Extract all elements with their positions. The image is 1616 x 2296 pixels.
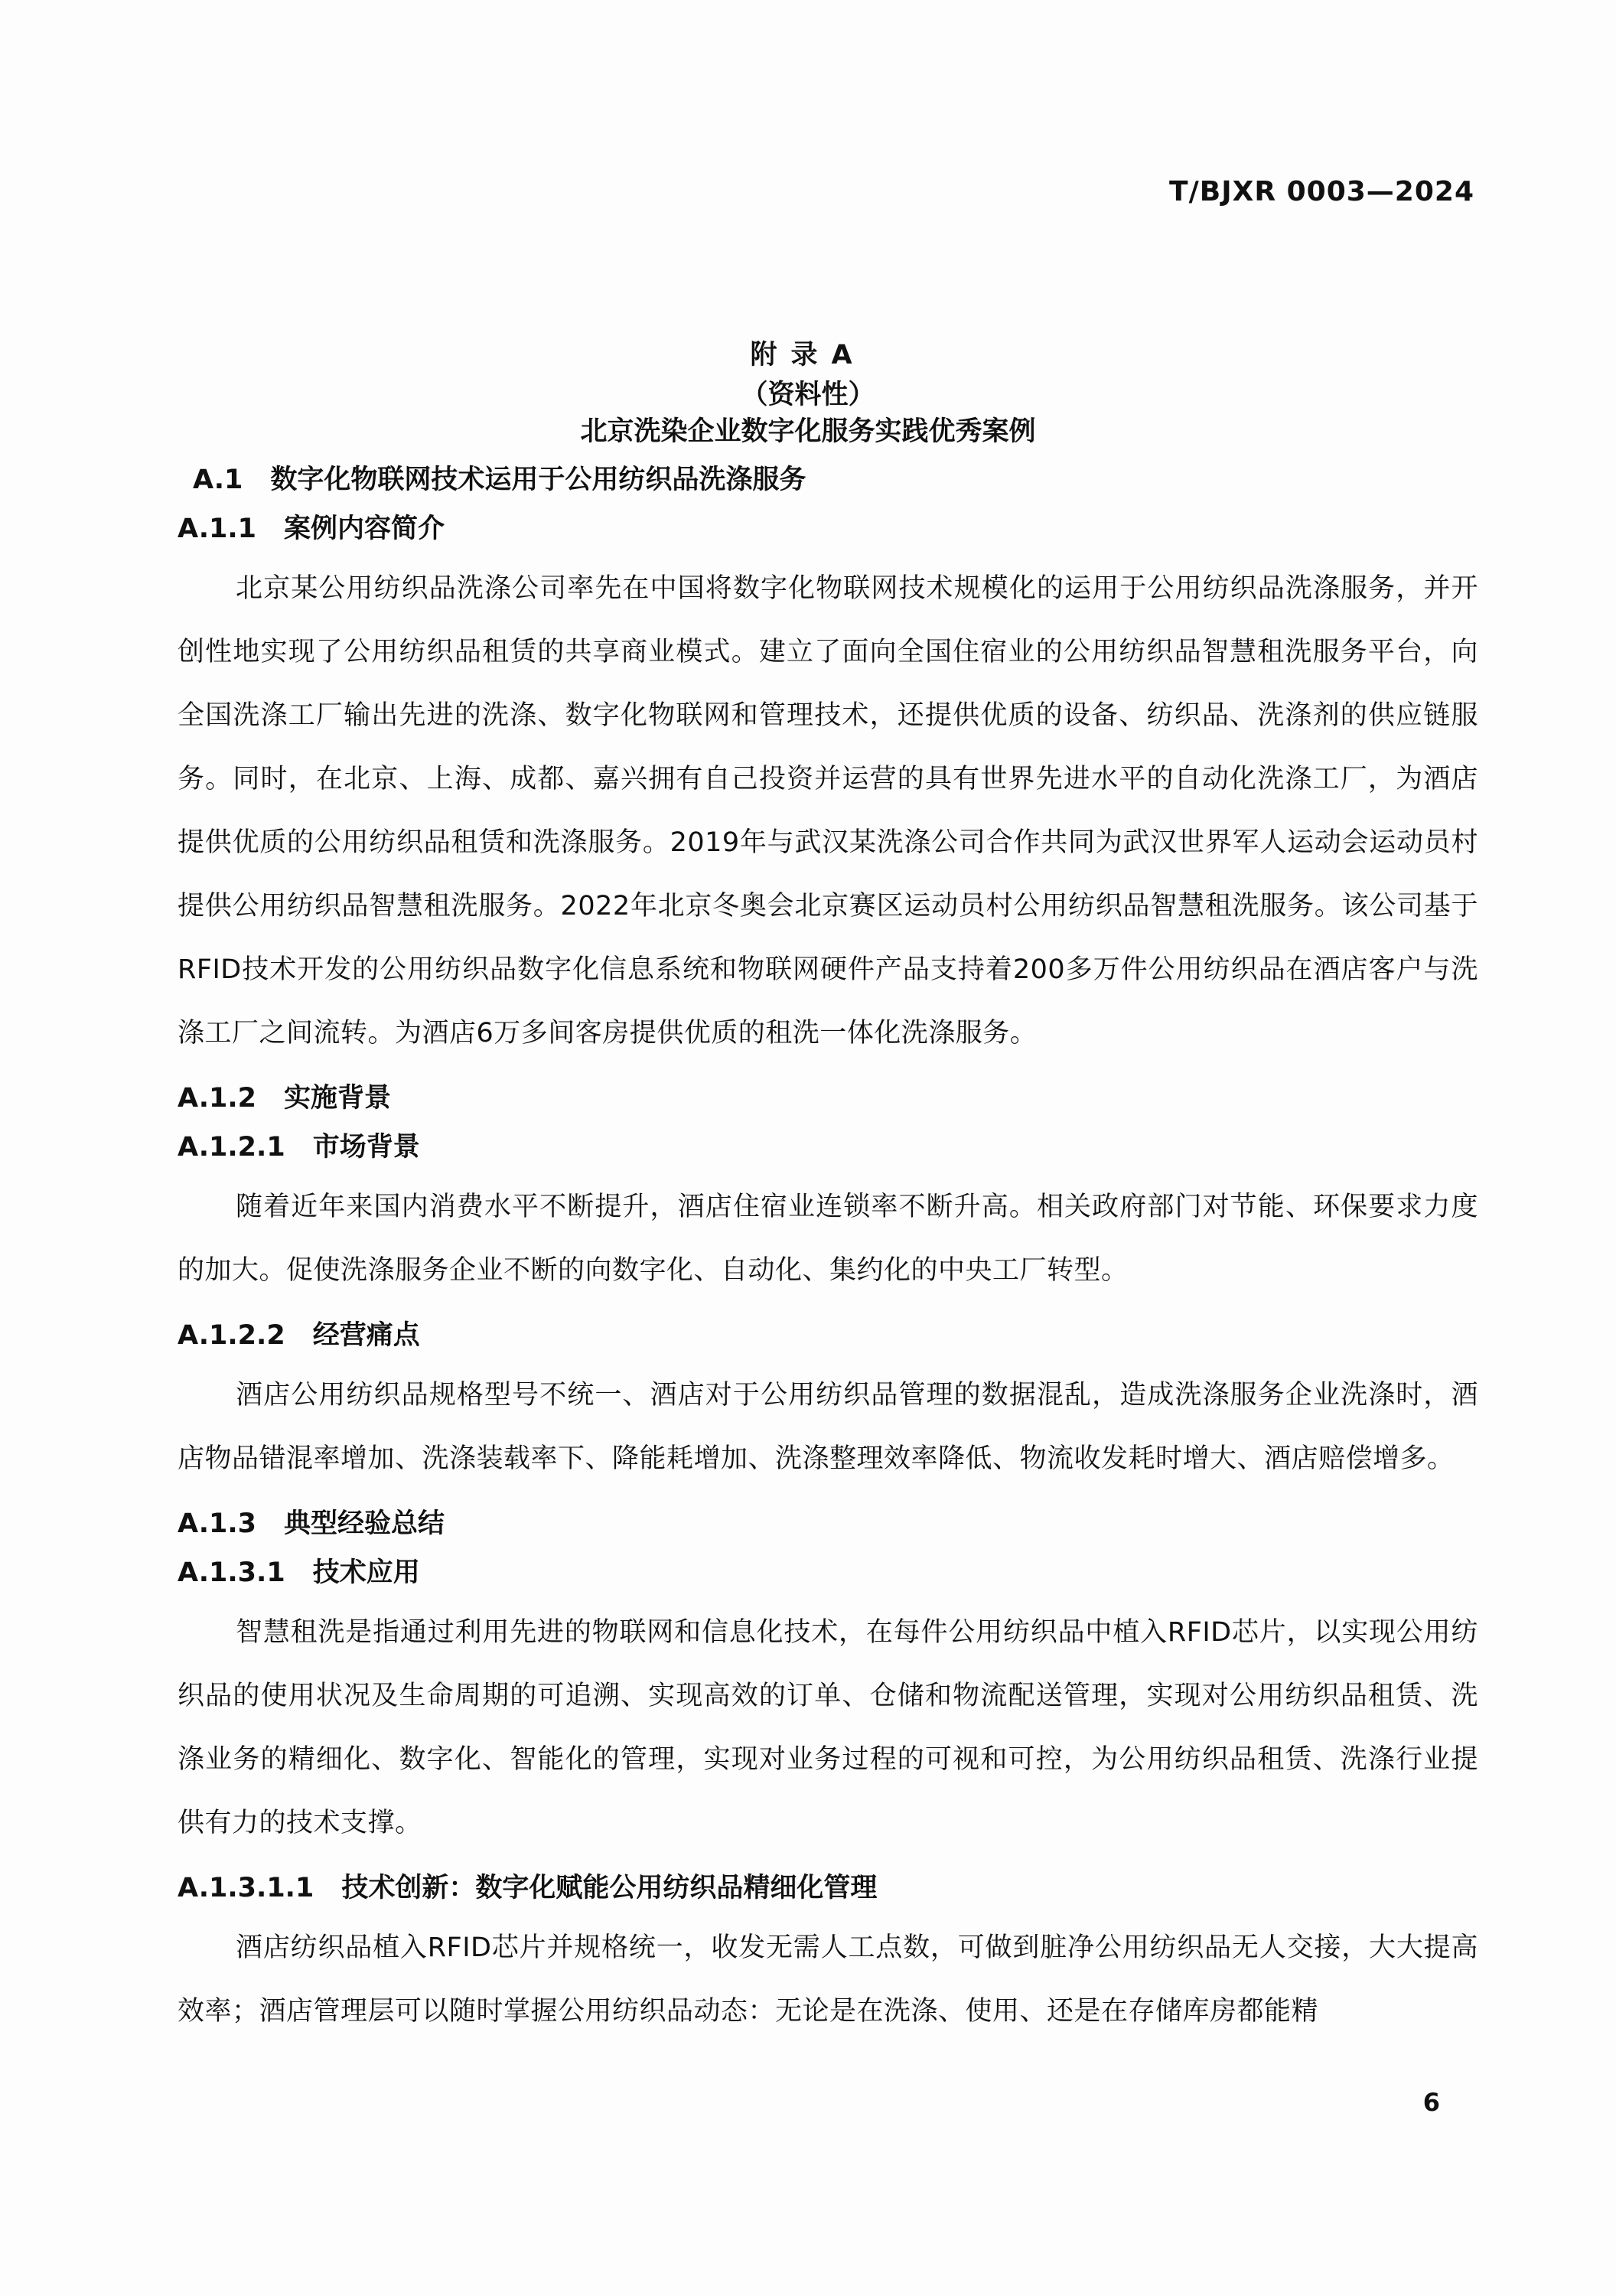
paragraph-technology-application: 智慧租洗是指通过利用先进的物联网和信息化技术，在每件公用纺织品中植入RFID芯片，以实现公用纺织品的使用状况及生命周期的可追溯、实现高效的订单、仓储和物流配送管理，实现对公用纺织品租赁、洗涤业务的精细化、数字化、智能化的管理，实现对业务过程的可视和可控，为公用纺织品租赁、洗涤行业提供有力的技术支撑。 <box>178 1617 1478 1838</box>
section-title: 典型经验总结 <box>284 1508 445 1539</box>
section-number: A.1.2.1 <box>178 1132 285 1163</box>
appendix-title: 北京洗染企业数字化服务实践优秀案例 <box>580 416 1036 447</box>
paragraph-market-background: 随着近年来国内消费水平不断提升，酒店住宿业连锁率不断升高。相关政府部门对节能、环保要求力度的加大。促使洗涤服务企业不断的向数字化、自动化、集约化的中央工厂转型。 <box>178 1192 1478 1286</box>
paragraph-pain-points: 酒店公用纺织品规格型号不统一、酒店对于公用纺织品管理的数据混乱，造成洗涤服务企业洗涤时，酒店物品错混率增加、洗涤装载率下、降能耗增加、洗涤整理效率降低、物流收发耗时增大、酒店赔偿增多。 <box>178 1380 1478 1474</box>
section-number: A.1.3.1.1 <box>178 1873 314 1903</box>
section-heading-a1-3-1-1 <box>178 1870 1478 1906</box>
document-code: T/BJXR 0003—2024 <box>1169 176 1474 207</box>
section-number: A.1.3 <box>178 1508 257 1539</box>
section-title: 实施背景 <box>284 1083 392 1114</box>
section-title: 经营痛点 <box>312 1320 420 1351</box>
section-number: A.1.3.1 <box>178 1557 285 1588</box>
section-heading-a1-3-1 <box>178 1555 1478 1590</box>
paragraph-technology-innovation: 酒店纺织品植入RFID芯片并规格统一，收发无需人工点数，可做到脏净公用纺织品无人交接，大大提高效率；酒店管理层可以随时掌握公用纺织品动态：无论是在洗涤、使用、还是在存储库房都能精 <box>178 1932 1478 2027</box>
section-number: A.1 <box>193 465 243 495</box>
section-heading-a1-2-1 <box>178 1130 1478 1165</box>
page-number: 6 <box>1422 2088 1440 2117</box>
section-heading-a1-2-2 <box>178 1318 1478 1353</box>
section-title: 案例内容简介 <box>284 514 445 544</box>
document-body <box>178 462 1478 2059</box>
section-number: A.1.2.2 <box>178 1320 285 1351</box>
section-title: 市场背景 <box>312 1132 420 1163</box>
paragraph-case-intro: 北京某公用纺织品洗涤公司率先在中国将数字化物联网技术规模化的运用于公用纺织品洗涤服务，并开创性地实现了公用纺织品租赁的共享商业模式。建立了面向全国住宿业的公用纺织品智慧租洗服务平台，向全国洗涤工厂输出先进的洗涤、数字化物联网和管理技术，还提供优质的设备、纺织品、洗涤剂的供应链服务。同时，在北京、上海、成都、嘉兴拥有自己投资并运营的具有世界先进水平的自动化洗涤工厂，为酒店提供优质的公用纺织品租赁和洗涤服务。2019年与武汉某洗涤公司合作共同为武汉世界军人运动会运动员村提供公用纺织品智慧租洗服务。2022年北京冬奥会北京赛区运动员村公用纺织品智慧租洗服务。该公司基于RFID技术开发的公用纺织品数字化信息系统和物联网硬件产品支持着200多万件公用纺织品在酒店客户与洗涤工厂之间流转。为酒店6万多间客房提供优质的租洗一体化洗涤服务。 <box>178 573 1478 1049</box>
section-heading-a1-1 <box>178 511 1478 546</box>
appendix-nature: （资料性） <box>741 380 875 410</box>
section-number: A.1.1 <box>178 514 257 544</box>
section-title: 技术创新：数字化赋能公用纺织品精细化管理 <box>341 1873 878 1903</box>
appendix-label: 附录A <box>750 340 866 370</box>
section-heading-a1-3 <box>178 1506 1478 1541</box>
section-title: 技术应用 <box>312 1557 420 1588</box>
section-number: A.1.2 <box>178 1083 257 1114</box>
section-title: 数字化物联网技术运用于公用纺织品洗涤服务 <box>270 465 806 495</box>
section-heading-a1-2 <box>178 1081 1478 1116</box>
section-heading-a1 <box>178 462 1478 497</box>
